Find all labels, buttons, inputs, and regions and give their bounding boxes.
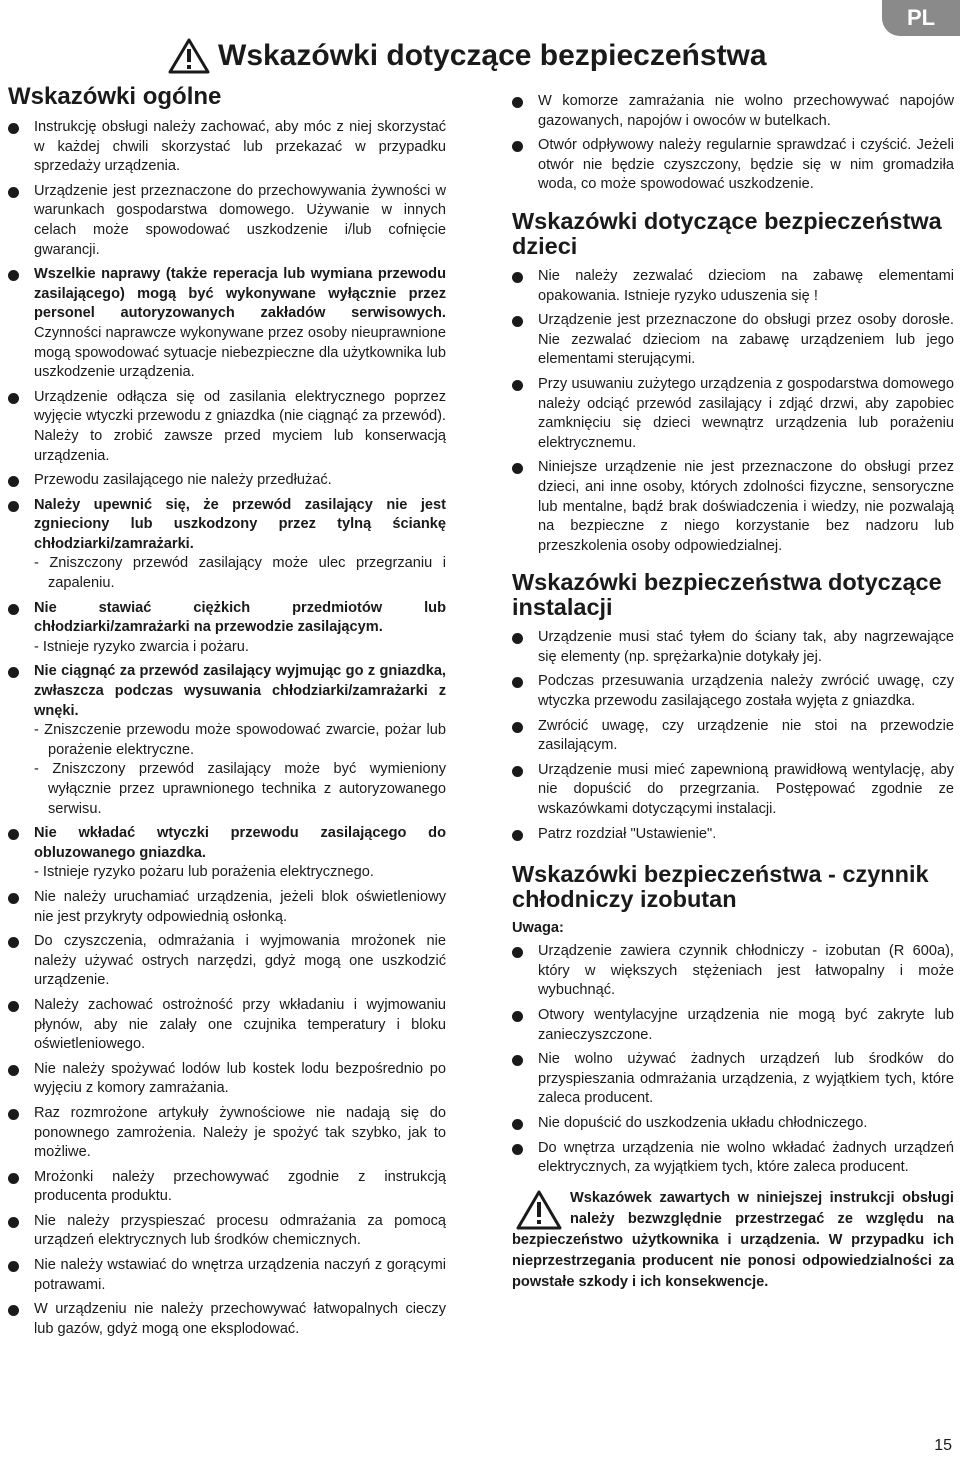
list-item xyxy=(8,471,446,491)
list-item xyxy=(8,1300,446,1339)
bullet-icon xyxy=(512,380,523,391)
list-item xyxy=(512,761,954,820)
item-text: Nie dopuścić do uszkodzenia układu chłodniczego. xyxy=(538,1114,868,1131)
bullet-icon xyxy=(8,1173,19,1184)
general-list xyxy=(8,118,446,1339)
bullet-icon xyxy=(512,1011,523,1022)
sub-item: - Istnieje ryzyko pożaru lub porażenia elektrycznego. xyxy=(34,864,374,881)
list-item xyxy=(512,1050,954,1109)
bullet-icon xyxy=(8,187,19,198)
list-item xyxy=(8,182,446,260)
list-item xyxy=(8,888,446,927)
list-item xyxy=(8,1104,446,1163)
bullet-icon xyxy=(512,272,523,283)
list-item xyxy=(512,628,954,667)
bullet-icon xyxy=(8,667,19,678)
bullet-icon xyxy=(8,501,19,512)
item-text: Nie należy przyspieszać procesu odmrażania za pomocą urządzeń elektrycznych lub środków chemicznych. xyxy=(34,1212,446,1249)
freezer-list xyxy=(512,92,954,195)
bullet-icon xyxy=(512,1055,523,1066)
page-number: 15 xyxy=(934,1437,952,1454)
bold-text: Należy upewnić się, że przewód zasilający nie jest zgnieciony lub uszkodzony przez tylną ściankę chłodziarki/zamrażarki. xyxy=(34,496,446,552)
list-item xyxy=(8,388,446,466)
bullet-icon xyxy=(512,1144,523,1155)
item-text: Czynności naprawcze wykonywane przez osoby nieuprawnione mogą spowodować sytuacje niebezpieczne dla użytkownika lub uszkodzenie urządzenia. xyxy=(34,324,446,381)
list-item xyxy=(512,136,954,195)
bullet-icon xyxy=(512,947,523,958)
list-item xyxy=(512,672,954,711)
general-heading: Wskazówki ogólne xyxy=(8,83,222,110)
note-label: Uwaga: xyxy=(512,920,564,937)
sub-item: - Zniszczenie przewodu może spowodować zwarcie, pożar lub porażenie elektryczne. xyxy=(34,722,446,758)
bullet-icon xyxy=(8,937,19,948)
bold-text: Nie wkładać wtyczki przewodu zasilającego do obluzowanego gniazdka. xyxy=(34,825,446,861)
item-text: Nie należy wstawiać do wnętrza urządzenia naczyń z gorącymi potrawami. xyxy=(34,1257,446,1293)
item-text: Instrukcję obsługi należy zachować, aby móc z niej skorzystać w każdej chwili skorzystać lub przekazać w przypadku sprzedaży urządzenia. xyxy=(34,119,446,175)
item-text: Raz rozmrożone artykuły żywnościowe nie nadają się do ponownego zamrożenia. Należy je spożyć tak szybko, jak to możliwe. xyxy=(34,1104,446,1161)
item-text: Nie należy uruchamiać urządzenia, jeżeli blok oświetleniowy nie jest przykryty odpowiednią osłonką. xyxy=(34,888,446,925)
bullet-icon xyxy=(512,830,523,841)
item-text: Urządzenie musi stać tyłem do ściany tak, aby nagrzewające się elementy (np. sprężarka)nie dotykały jej. xyxy=(538,629,954,665)
bullet-icon xyxy=(8,1109,19,1120)
list-item xyxy=(512,1114,954,1134)
bullet-icon xyxy=(8,1261,19,1272)
warning-triangle-icon xyxy=(168,38,210,74)
bullet-icon xyxy=(8,1001,19,1012)
bullet-icon xyxy=(512,1119,523,1130)
item-text: Mrożonki należy przechowywać zgodnie z instrukcją producenta produktu. xyxy=(34,1168,446,1205)
list-item xyxy=(8,662,446,819)
warning-triangle-icon xyxy=(516,1190,562,1230)
item-text: Niniejsze urządzenie nie jest przeznaczone do obsługi przez dzieci, ani inne osoby, których zdolności fizyczne, sensoryczne lub mentalne, bądź brak doświadczenia i wiedzy, nie pozwalają na bezpieczne z niego korzystanie bez nadzoru lub przeszkolenia osoby odpowiedzialnej. xyxy=(538,459,954,554)
install-heading: Wskazówki bezpieczeństwa dotyczące instalacji xyxy=(512,569,942,621)
language-tab: PL xyxy=(882,0,960,36)
item-text: Podczas przesuwania urządzenia należy zwrócić uwagę, czy wtyczka przewodu zasilającego została wyjęta z gniazdka. xyxy=(538,673,954,710)
item-text: W urządzeniu nie należy przechowywać łatwopalnych cieczy lub gazów, gdyż mogą one eksplodować. xyxy=(34,1301,446,1337)
list-item xyxy=(512,311,954,370)
bullet-icon xyxy=(512,141,523,152)
bullet-icon xyxy=(8,1217,19,1228)
list-item xyxy=(512,458,954,556)
list-item xyxy=(8,824,446,883)
bullet-icon xyxy=(512,97,523,108)
bullet-icon xyxy=(512,316,523,327)
item-text: Przewodu zasilającego nie należy przedłużać. xyxy=(34,472,332,489)
final-warning xyxy=(512,1188,954,1293)
list-item xyxy=(512,717,954,756)
list-item xyxy=(512,942,954,1001)
bullet-icon xyxy=(8,893,19,904)
list-item xyxy=(8,599,446,658)
page-title-row xyxy=(168,38,767,74)
list-item xyxy=(8,1256,446,1295)
bullet-icon xyxy=(8,476,19,487)
bullet-icon xyxy=(8,604,19,615)
item-text: Urządzenie musi mieć zapewnioną prawidłową wentylację, aby nie dopuścić do przegrzania. Postępować zgodnie ze wskazówkami dotyczącymi instalacji. xyxy=(538,761,954,818)
bullet-icon xyxy=(8,829,19,840)
bullet-icon xyxy=(512,677,523,688)
item-text: Urządzenie jest przeznaczone do obsługi przez osoby dorosłe. Nie zezwalać dzieciom na zabawę urządzeniem lub jego elementami sterującymi. xyxy=(538,312,954,368)
bullet-icon xyxy=(8,1065,19,1076)
children-list xyxy=(512,267,954,556)
refrigerant-list xyxy=(512,942,954,1178)
sub-item: - Istnieje ryzyko zwarcia i pożaru. xyxy=(34,638,249,655)
sub-item: - Zniszczony przewód zasilający może ulec przegrzaniu i zapaleniu. xyxy=(34,555,446,592)
list-item xyxy=(8,1060,446,1099)
bullet-icon xyxy=(8,1305,19,1316)
item-text: Przy usuwaniu zużytego urządzenia z gospodarstwa domowego należy odciąć przewód zasilający i zdjąć drzwi, aby zapobiec zamknięciu się dzieci wewnątrz urządzenia lub porażeniu elektrycznemu. xyxy=(538,375,954,451)
item-text: Urządzenie jest przeznaczone do przechowywania żywności w warunkach gospodarstwa domowego. Używanie w innych celach może spowodować uszkodzenie i/lub cofnięcie gwarancji. xyxy=(34,182,446,258)
bullet-icon xyxy=(512,766,523,777)
bullet-icon xyxy=(8,393,19,404)
refrigerant-heading: Wskazówki bezpieczeństwa - czynnik chłodniczy izobutan xyxy=(512,861,929,913)
list-item xyxy=(8,118,446,177)
item-text: Patrz rozdział "Ustawienie". xyxy=(538,825,717,842)
list-item xyxy=(8,265,446,383)
list-item xyxy=(512,375,954,453)
item-text: Nie należy spożywać lodów lub kostek lodu bezpośrednio po wyjęciu z komory zamrażania. xyxy=(34,1060,446,1097)
final-warning-text: Wskazówek zawartych w niniejszej instrukcji obsługi należy bezwzględnie przestrzegać ze względu na bezpieczeństwo użytkownika i urządzenia. W przypadku ich nieprzestrzegania producent nie ponosi odpowiedzialności za powstałe szkody i ich konsekwencje. xyxy=(512,1189,954,1290)
item-text: Nie należy zezwalać dzieciom na zabawę elementami opakowania. Istnieje ryzyko uduszenia się ! xyxy=(538,267,954,304)
item-text: Do wnętrza urządzenia nie wolno wkładać żadnych urządzeń elektrycznych, za wyjątkiem tych, które zaleca producent. xyxy=(538,1139,954,1176)
item-text: Zwrócić uwagę, czy urządzenie nie stoi na przewodzie zasilającym. xyxy=(538,717,954,754)
list-item xyxy=(512,92,954,131)
list-item xyxy=(512,1139,954,1178)
bold-text: Nie ciągnąć za przewód zasilający wyjmując go z gniazdka, zwłaszcza podczas wysuwania chłodziarki/zamrażarki z wnęki. xyxy=(34,663,446,719)
bold-text: Nie stawiać ciężkich przedmiotów lub chłodziarki/zamrażarki na przewodzie zasilającym. xyxy=(34,599,446,636)
sub-item: - Zniszczony przewód zasilający może być wymieniony wyłącznie przez uprawnionego technika z autoryzowanego serwisu. xyxy=(34,761,446,817)
install-list xyxy=(512,628,954,844)
bullet-icon xyxy=(512,722,523,733)
bullet-icon xyxy=(8,270,19,281)
item-text: Otwory wentylacyjne urządzenia nie mogą być zakryte lub zanieczyszczone. xyxy=(538,1007,954,1043)
bullet-icon xyxy=(8,123,19,134)
list-item xyxy=(8,1168,446,1207)
item-text: Otwór odpływowy należy regularnie sprawdzać i czyścić. Jeżeli otwór nie będzie czyszczony, będzie się w nim gromadziła woda, co może spowodować uszkodzenie. xyxy=(538,137,954,193)
right-column xyxy=(512,92,954,1293)
item-text: Urządzenie zawiera czynnik chłodniczy - izobutan (R 600a), który w większych stężeniach jest łatwopalny i może wybuchnąć. xyxy=(538,943,954,999)
item-text: Należy zachować ostrożność przy wkładaniu i wyjmowaniu płynów, aby nie zalały one czujnika temperatury i bloku oświetleniowego. xyxy=(34,996,446,1053)
list-item xyxy=(8,496,446,594)
list-item xyxy=(512,267,954,306)
bullet-icon xyxy=(512,463,523,474)
list-item xyxy=(512,825,954,845)
bold-text: Wszelkie naprawy (także reperacja lub wymiana przewodu zasilającego) mogą być wykonywane wyłącznie przez personel autoryzowanych zakładów serwisowych. xyxy=(34,266,446,322)
children-heading: Wskazówki dotyczące bezpieczeństwa dzieci xyxy=(512,207,942,259)
list-item xyxy=(512,1006,954,1045)
left-column xyxy=(8,84,446,1344)
item-text: Urządzenie odłącza się od zasilania elektrycznego poprzez wyjęcie wtyczki przewodu z gniazdka (nie ciągnąć za przewód). Należy to zrobić zawsze przed myciem lub konserwacją urządzenia. xyxy=(34,388,446,464)
item-text: W komorze zamrażania nie wolno przechowywać napojów gazowanych, napojów i owoców w butelkach. xyxy=(538,93,954,129)
list-item xyxy=(8,932,446,991)
item-text: Do czyszczenia, odmrażania i wyjmowania mrożonek nie należy używać ostrych narzędzi, gdyż mogą one uszkodzić urządzenie. xyxy=(34,933,446,989)
bullet-icon xyxy=(512,633,523,644)
page-title: Wskazówki dotyczące bezpieczeństwa xyxy=(218,39,767,72)
list-item xyxy=(8,1212,446,1251)
list-item xyxy=(8,996,446,1055)
item-text: Nie wolno używać żadnych urządzeń lub środków do przyspieszania odmrażania urządzenia, z wyjątkiem tych, które zaleca producent. xyxy=(538,1051,954,1107)
